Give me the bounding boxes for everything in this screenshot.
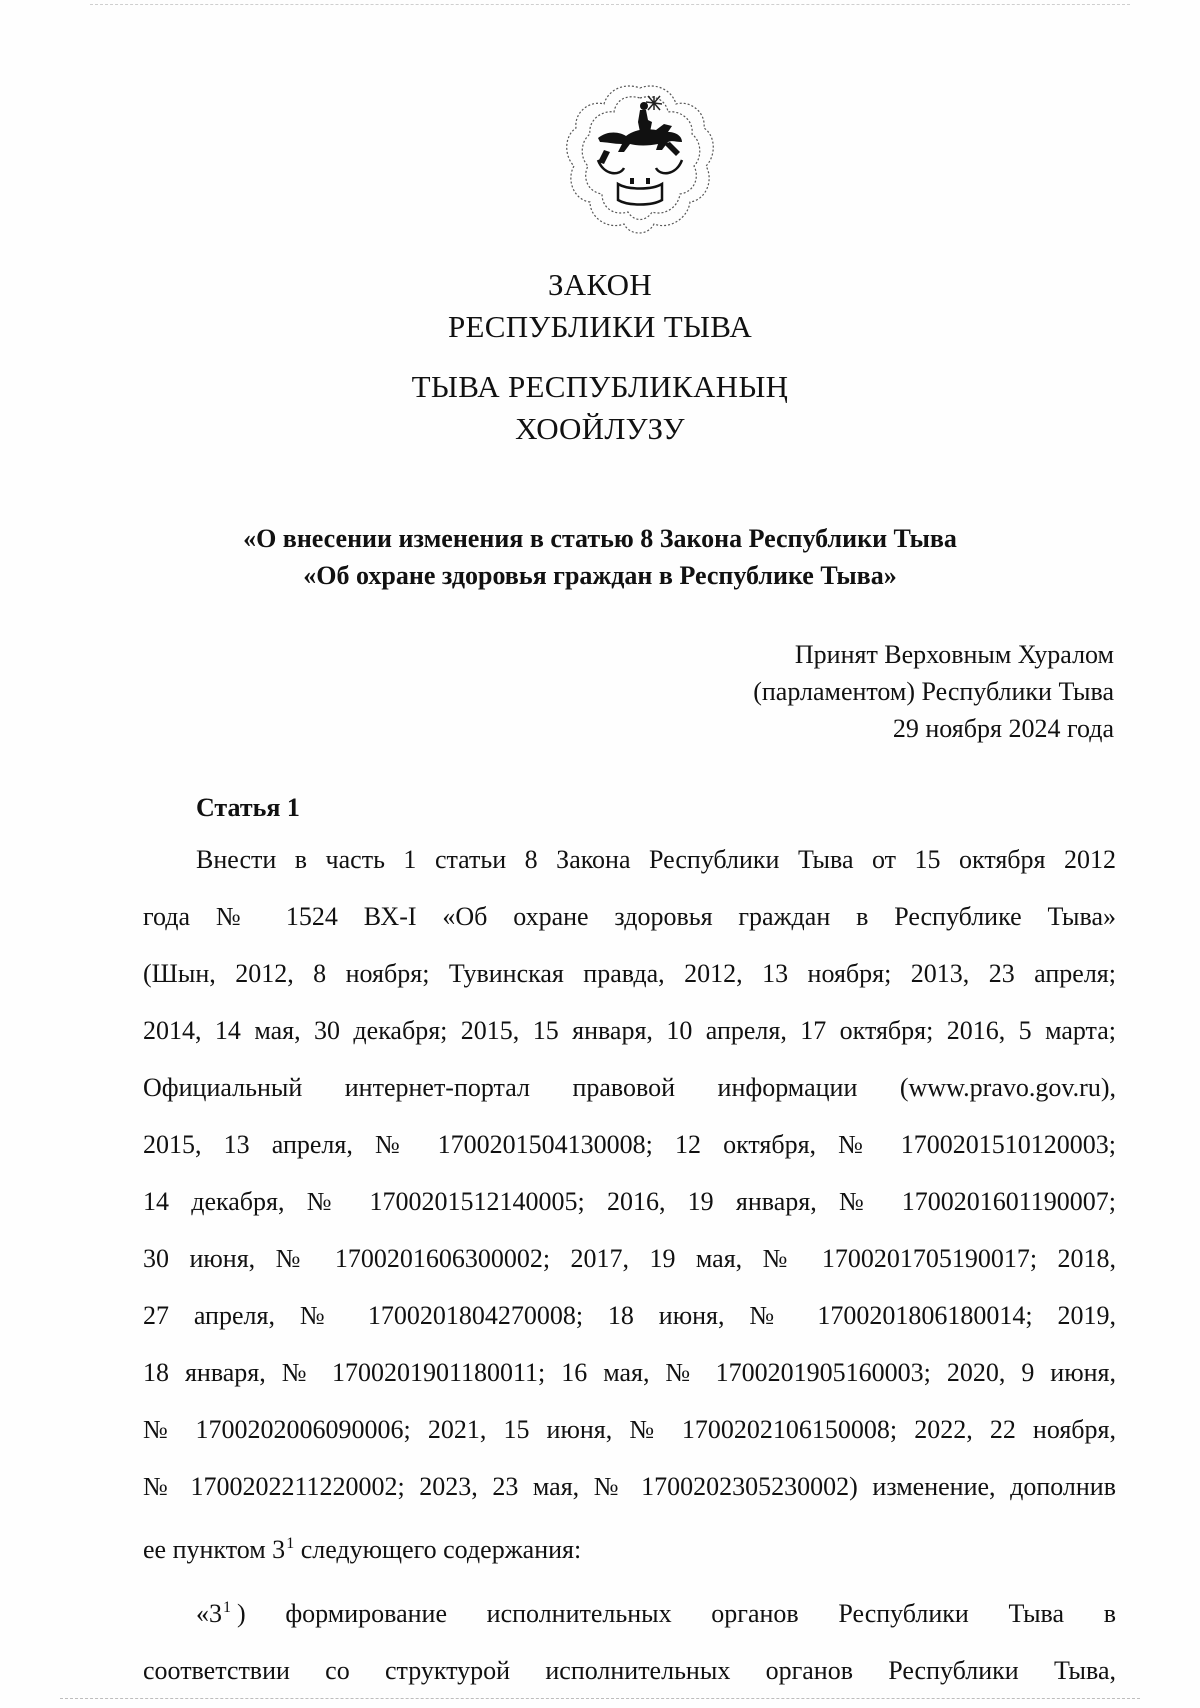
article-text-line: 2014, 14 мая, 30 декабря; 2015, 15 января, 10 апреля, 17 октября; 2016, 5 марта; [143, 1016, 1116, 1045]
article-text-line: 18 января, № 1700201901180011; 16 мая, № 1700201905160003; 2020, 9 июня, [143, 1358, 1116, 1387]
quoted-point-number [196, 1596, 231, 1632]
article-heading: Статья 1 [196, 793, 300, 822]
adoption-date: 29 ноября 2024 года [892, 714, 1114, 743]
adoption-note-line-2: (парламентом) Республики Тыва [753, 677, 1114, 706]
law-title [0, 264, 1200, 348]
quoted-point-text: ) формирование исполнительных органов Республики Тыва в [237, 1599, 1116, 1628]
article-text-line: № 1700202211220002; 2023, 23 мая, № 1700202305230002) изменение, дополнив [143, 1472, 1116, 1501]
article-text-line: 2015, 13 апреля, № 1700201504130008; 12 октября, № 1700201510120003; [143, 1130, 1116, 1159]
article-text-line: соответствии со структурой исполнительных органов Республики Тыва, [143, 1656, 1116, 1685]
article-text-line: 30 июня, № 1700201606300002; 2017, 19 мая, № 1700201705190017; 2018, [143, 1244, 1116, 1273]
law-subject [0, 520, 1200, 594]
article-text-line: 27 апреля, № 1700201804270008; 18 июня, № 1700201806180014; 2019, [143, 1301, 1116, 1330]
article-text-line: 14 декабря, № 1700201512140005; 2016, 19 января, № 1700201601190007; [143, 1187, 1116, 1216]
article-text-line: Официальный интернет-портал правовой информации (www.pravo.gov.ru), [143, 1073, 1116, 1102]
adoption-note-line-1: Принят Верховным Хуралом [794, 640, 1114, 669]
point-superscript: 1 [286, 1535, 295, 1552]
scan-artifact-bottom [60, 1698, 1140, 1701]
article-text-line: (Шын, 2012, 8 ноября; Тувинская правда, 2012, 13 ноября; 2013, 23 апреля; [143, 959, 1116, 988]
article-text-line: года № 1524 ВХ-I «Об охране здоровья граждан в Республике Тыва» [143, 902, 1116, 931]
law-title-tuvan [0, 366, 1200, 450]
law-subject-line-2: «Об охране здоровья граждан в Республике Тыва» [303, 561, 897, 590]
point-intro-text: ее пунктом 3 [143, 1535, 286, 1564]
law-title-tuvan-line-2: ХООЙЛУЗУ [515, 411, 685, 446]
quoted-point-line [196, 1596, 1116, 1632]
article-text-line: № 1700202006090006; 2021, 15 июня, № 1700202106150008; 2022, 22 ноября, [143, 1415, 1116, 1444]
tuva-coat-of-arms-icon [564, 80, 716, 240]
quoted-point-superscript: 1 [223, 1599, 231, 1616]
point-intro-line [143, 1532, 1116, 1568]
law-title-line-2: РЕСПУБЛИКИ ТЫВА [447, 309, 753, 344]
law-title-line-1: ЗАКОН [547, 267, 653, 302]
law-subject-line-1: «О внесении изменения в статью 8 Закона Республики Тыва [243, 524, 957, 553]
point-intro-rest: следующего содержания: [294, 1535, 582, 1564]
adoption-note [753, 636, 1114, 747]
law-title-tuvan-line-1: ТЫВА РЕСПУБЛИКАНЫҢ [411, 369, 789, 404]
scan-artifact-top [90, 4, 1130, 7]
article-text-line: Внести в часть 1 статьи 8 Закона Республики Тыва от 15 октября 2012 [196, 845, 1116, 874]
quoted-point-open: «3 [196, 1599, 222, 1628]
